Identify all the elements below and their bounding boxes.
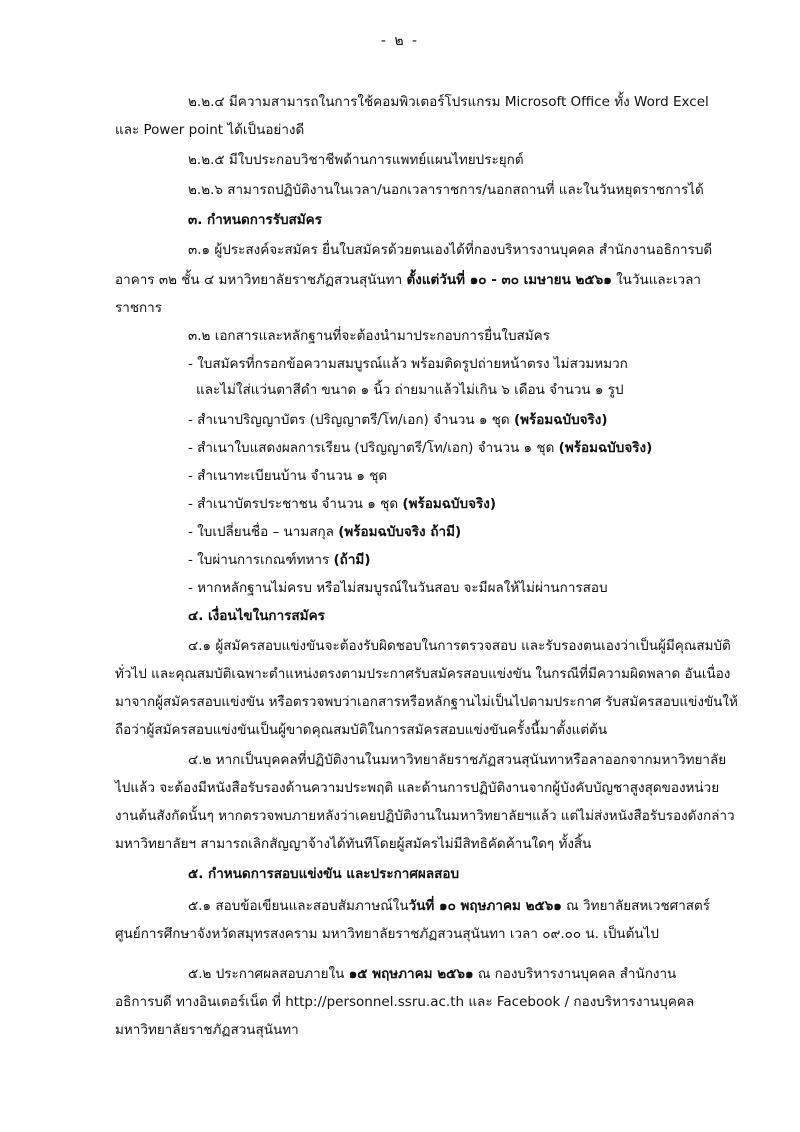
paragraph-4-2-line-3: งานต้นสังกัดนั้นๆ หากตรวจพบภายหลังว่าเคยปฏิบัติงานในมหาวิทยาลัยฯแล้ว แต่ไม่ส่งหนังสือรับรองดังกล่าว (115, 808, 735, 824)
document-item-2-note: (พร้อมฉบับจริง) (513, 412, 608, 428)
paragraph-3-1-text-tail: ในวันและเวลา (611, 272, 701, 288)
section-4-heading: ๔. เงื่อนไขในการสมัคร (188, 608, 325, 624)
document-item-7 (188, 550, 371, 570)
paragraph-4-2-line-1: ๔.๒ หากเป็นบุคคลที่ปฏิบัติงานในมหาวิทยาลัยราชภัฏสวนสุนันทาหรือลาออกจากมหาวิทยาลัย (188, 752, 727, 768)
paragraph-5-2-text: ๕.๒ ประกาศผลสอบภายใน (188, 966, 349, 982)
paragraph-4-1-line-3: มาจากผู้สมัครสอบแข่งขัน หรือตรวจพบว่าเอกสารหรือหลักฐานไม่เป็นไปตามประกาศ รับสมัครสอบแข่งขันให้ (115, 694, 738, 710)
section-3-heading: ๓. กำหนดการรับสมัคร (188, 212, 322, 228)
document-item-6-text: - ใบเปลี่ยนชื่อ – นามสกุล (188, 524, 339, 540)
announcement-date: ๑๕ พฤษภาคม ๒๕๖๑ (348, 966, 474, 982)
paragraph-3-1-line-1: ๓.๑ ผู้ประสงค์จะสมัคร ยื่นใบสมัครด้วยตนเองได้ที่กองบริหารงานบุคคล สำนักงานอธิการบดี (188, 242, 713, 258)
paragraph-5-1-line-2: ศูนย์การศึกษาจังหวัดสมุทรสงคราม มหาวิทยาลัยราชภัฏสวนสุนันทา เวลา ๐๙.๐๐ น. เป็นต้นไป (115, 926, 659, 942)
document-item-4: - สำเนาทะเบียนบ้าน จำนวน ๑ ชุด (188, 468, 388, 484)
paragraph-3-1-line-2 (115, 270, 701, 290)
document-item-5-note: (พร้อมฉบับจริง) (402, 496, 496, 512)
qualification-2-2-4-line-1: ๒.๒.๔ มีความสามารถในการใช้คอมพิวเตอร์โปรแกรม Microsoft Office ทั้ง Word Excel (188, 94, 709, 110)
document-item-8: - หากหลักฐานไม่ครบ หรือไม่สมบูรณ์ในวันสอบ จะมีผลให้ไม่ผ่านการสอบ (188, 580, 608, 596)
paragraph-4-2-line-4: มหาวิทยาลัยฯ สามารถเลิกสัญญาจ้างได้ทันทีโดยผู้สมัครไม่มีสิทธิคัดค้านใดๆ ทั้งสิ้น (115, 836, 592, 852)
qualification-2-2-5: ๒.๒.๕ มีใบประกอบวิชาชีพด้านการแพทย์แผนไทยประยุกต์ (188, 152, 524, 168)
document-item-1-line-1: - ใบสมัครที่กรอกข้อความสมบูรณ์แล้ว พร้อมติดรูปถ่ายหน้าตรง ไม่สวมหมวก (188, 356, 628, 372)
document-item-2-text: - สำเนาปริญญาบัตร (ปริญญาตรี/โท/เอก) จำนวน ๑ ชุด (188, 412, 514, 428)
paragraph-4-1-line-1: ๔.๑ ผู้สมัครสอบแข่งขันจะต้องรับผิดชอบในการตรวจสอบ และรับรองตนเองว่าเป็นผู้มีคุณสมบัติ (188, 638, 731, 654)
document-item-3-note: (พร้อมฉบับจริง) (558, 440, 653, 456)
document-item-3-text: - สำเนาใบแสดงผลการเรียน (ปริญญาตรี/โท/เอก) จำนวน ๑ ชุด (188, 440, 559, 456)
document-item-3 (188, 438, 652, 458)
document-item-7-text: - ใบผ่านการเกณฑ์ทหาร (188, 552, 334, 568)
paragraph-3-1-text: อาคาร ๓๒ ชั้น ๔ มหาวิทยาลัยราชภัฏสวนสุนันทา (115, 272, 407, 288)
paragraph-5-2-text-tail: ณ กองบริหารงานบุคคล สำนักงาน (473, 966, 677, 982)
section-5-heading: ๕. กำหนดการสอบแข่งขัน และประกาศผลสอบ (188, 866, 460, 882)
document-item-2 (188, 410, 608, 430)
document-item-6 (188, 522, 461, 542)
qualification-2-2-6: ๒.๒.๖ สามารถปฏิบัติงานในเวลา/นอกเวลาราชการ/นอกสถานที่ และในวันหยุดราชการได้ (188, 182, 704, 198)
paragraph-4-2-line-2: ไปแล้ว จะต้องมีหนังสือรับรองด้านความประพฤติ และด้านการปฏิบัติงานจากผู้บังคับบัญชาสูงสุดของหน่วย (115, 780, 720, 796)
paragraph-5-2-line-1 (188, 964, 676, 984)
document-item-7-note: (ถ้ามี) (333, 552, 371, 568)
paragraph-5-1-line-1 (188, 896, 710, 916)
application-period: ตั้งแต่วันที่ ๑๐ - ๓๐ เมษายน ๒๕๖๑ (406, 272, 612, 288)
paragraph-3-2-title: ๓.๒ เอกสารและหลักฐานที่จะต้องนำมาประกอบการยื่นใบสมัคร (188, 328, 550, 344)
paragraph-5-1-text-tail: ณ วิทยาลัยสหเวชศาสตร์ (561, 898, 711, 914)
paragraph-4-1-line-4: ถือว่าผู้สมัครสอบแข่งขันเป็นผู้ขาดคุณสมบัติในการสมัครสอบแข่งขันครั้งนี้มาตั้งแต่ต้น (115, 722, 608, 738)
paragraph-5-1-text: ๕.๑ สอบข้อเขียนและสอบสัมภาษณ์ใน (188, 898, 409, 914)
document-item-5 (188, 494, 496, 514)
paragraph-4-1-line-2: ทั่วไป และคุณสมบัติเฉพาะตำแหน่งตรงตามประกาศรับสมัครสอบแข่งขัน ในกรณีที่มีความผิดพลาด อันเนื่อง (115, 666, 731, 682)
page-number: - ๒ - (380, 33, 420, 49)
paragraph-5-2-line-2: อธิการบดี ทางอินเตอร์เน็ต ที่ http://personnel.ssru.ac.th และ Facebook / กองบริหารงานบุคคล (115, 994, 695, 1010)
document-item-5-text: - สำเนาบัตรประชาชน จำนวน ๑ ชุด (188, 496, 403, 512)
paragraph-5-2-line-3: มหาวิทยาลัยราชภัฏสวนสุนันทา (115, 1022, 299, 1038)
qualification-2-2-4-line-2: และ Power point ได้เป็นอย่างดี (115, 122, 305, 138)
document-item-6-note: (พร้อมฉบับจริง ถ้ามี) (338, 524, 462, 540)
document-item-1-line-2: และไม่ใส่แว่นตาสีดำ ขนาด ๑ นิ้ว ถ่ายมาแล้วไม่เกิน ๖ เดือน จำนวน ๑ รูป (196, 382, 624, 398)
exam-date: วันที่ ๑๐ พฤษภาคม ๒๕๖๑ (408, 898, 562, 914)
paragraph-3-1-line-3: ราชการ (115, 300, 162, 316)
